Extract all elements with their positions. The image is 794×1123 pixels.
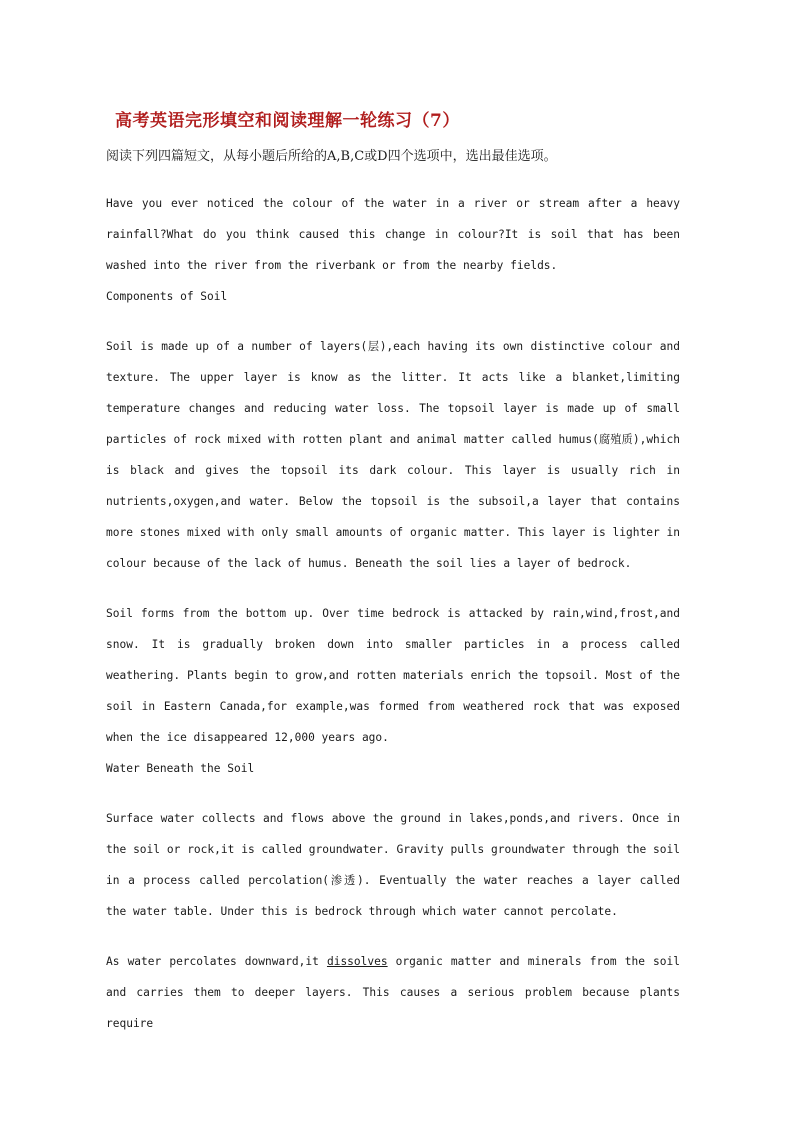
- paragraph-5-text-before: As water percolates downward,it: [106, 955, 327, 968]
- instruction-text: 阅读下列四篇短文，从每小题后所给的A,B,C或D四个选项中，选出最佳选项。: [106, 149, 557, 164]
- paragraph-5-text-after: organic matter and minerals from the soil and carries them to deeper layers. This causes a serious problem because plants require: [106, 955, 680, 1030]
- page-title: 高考英语完形填空和阅读理解一轮练习（7）: [115, 111, 460, 131]
- paragraph-4: Surface water collects and flows above the ground in lakes,ponds,and rivers. Once in the soil or rock,it is called groundwater. Gravity pulls groundwater through the soil in a process called percolation(渗透). Eventually the water reaches a layer called the water table. Under this is bedrock through which water cannot percolate.: [106, 812, 680, 918]
- paragraph-5: [106, 946, 680, 1039]
- section-heading-components: Components of Soil: [106, 290, 228, 303]
- paragraph-2: Soil is made up of a number of layers(层),each having its own distinctive colour and texture. The upper layer is know as the litter. It acts like a blanket,limiting temperature changes and reducing water loss. The topsoil layer is made up of small particles of rock mixed with rotten plant and animal matter called humus(腐殖质),which is black and gives the topsoil its dark colour. This layer is usually rich in nutrients,oxygen,and water. Below the topsoil is the subsoil,a layer that contains more stones mixed with only small amounts of organic matter. This layer is lighter in colour because of the lack of humus. Beneath the soil lies a layer of bedrock.: [106, 340, 680, 570]
- paragraph-1: Have you ever noticed the colour of the water in a river or stream after a heavy rainfall?What do you think caused this change in colour?It is soil that has been washed into the river from the riverbank or from the nearby fields.: [106, 197, 680, 272]
- paragraph-3: Soil forms from the bottom up. Over time bedrock is attacked by rain,wind,frost,and snow. It is gradually broken down into smaller particles in a process called weathering. Plants begin to grow,and rotten materials enrich the topsoil. Most of the soil in Eastern Canada,for example,was formed from weathered rock that was exposed when the ice disappeared 12,000 years ago.: [106, 607, 680, 744]
- passage-body: [106, 188, 680, 1058]
- underlined-word: dissolves: [326, 955, 388, 968]
- section-heading-water: Water Beneath the Soil: [106, 762, 255, 775]
